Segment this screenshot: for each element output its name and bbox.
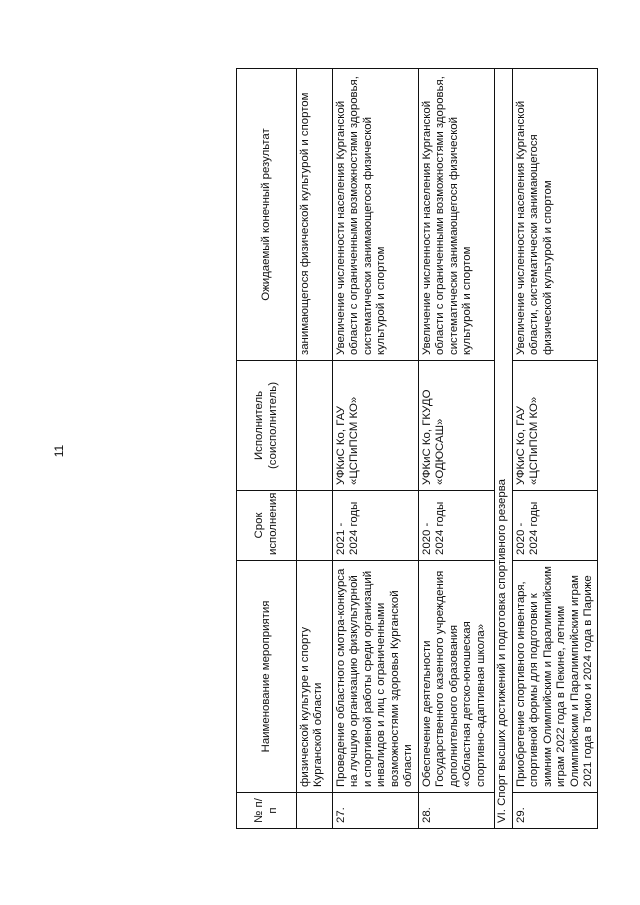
cell-term: 2021 - 2024 годы xyxy=(333,491,419,561)
page-number: 11 xyxy=(52,444,66,458)
cell-number: 28. xyxy=(418,793,494,829)
cell-term: 2020 - 2024 годы xyxy=(512,491,598,561)
cell-executor xyxy=(297,361,333,491)
table-row xyxy=(333,69,419,829)
header-measure-name: Наименование мероприятия xyxy=(237,561,297,793)
section-title: VI. Спорт высших достижений и подготовка спортивного резерва xyxy=(494,69,512,829)
cell-number xyxy=(297,793,333,829)
cell-executor: УФКиС Ко, ГАУ «ЦСПиПСМ КО» xyxy=(333,361,419,491)
table-header-row xyxy=(237,69,297,829)
cell-term xyxy=(297,491,333,561)
cell-measure-name: Приобретение спортивного инвентаря, спортивной формы для подготовки к зимним Олимпийским и Паралимпийским играм 2022 года в Пекине, летним Олимпийским и Паралимпийским играм 2021 года в Токио и 2024 года в Париже xyxy=(512,561,598,793)
header-executor: Исполнитель (соисполнитель) xyxy=(237,361,297,491)
cell-measure-name: физической культуре и спорту Курганской области xyxy=(297,561,333,793)
cell-term: 2020 - 2024 годы xyxy=(418,491,494,561)
cell-executor: УФКиС Ко, ГАУ «ЦСПиПСМ КО» xyxy=(512,361,598,491)
document-page xyxy=(236,69,594,829)
cell-number: 29. xyxy=(512,793,598,829)
cell-result: Увеличение численности населения Курганской области с ограниченными возможностями здоровья, систематически занимающегося физической культурой и спортом xyxy=(333,69,419,361)
cell-number: 27. xyxy=(333,793,419,829)
table-row xyxy=(512,69,598,829)
cell-result: Увеличение численности населения Курганской области с ограниченными возможностями здоровья, систематически занимающегося физической культурой и спортом xyxy=(418,69,494,361)
header-result: Ожидаемый конечный результат xyxy=(237,69,297,361)
measures-table xyxy=(236,68,598,829)
cell-result: Увеличение численности населения Курганской области, систематически занимающегося физической культурой и спортом xyxy=(512,69,598,361)
cell-executor: УФКиС Ко, ГКУДО «ОДЮСАШ» xyxy=(418,361,494,491)
header-term: Срок исполнения xyxy=(237,491,297,561)
cell-result: занимающегося физической культурой и спортом xyxy=(297,69,333,361)
cell-measure-name: Проведение областного смотра-конкурса на лучшую организацию физкультурной и спортивной работы среди организаций инвалидов и лиц с ограниченными возможностями здоровья Курганской области xyxy=(333,561,419,793)
table-row-continuation xyxy=(297,69,333,829)
table-row xyxy=(418,69,494,829)
cell-measure-name: Обеспечение деятельности Государственного казенного учреждения дополнительного образования «Областная детско-юношеская спортивно-адаптивная школа» xyxy=(418,561,494,793)
header-number: № п/п xyxy=(237,793,297,829)
section-row xyxy=(494,69,512,829)
